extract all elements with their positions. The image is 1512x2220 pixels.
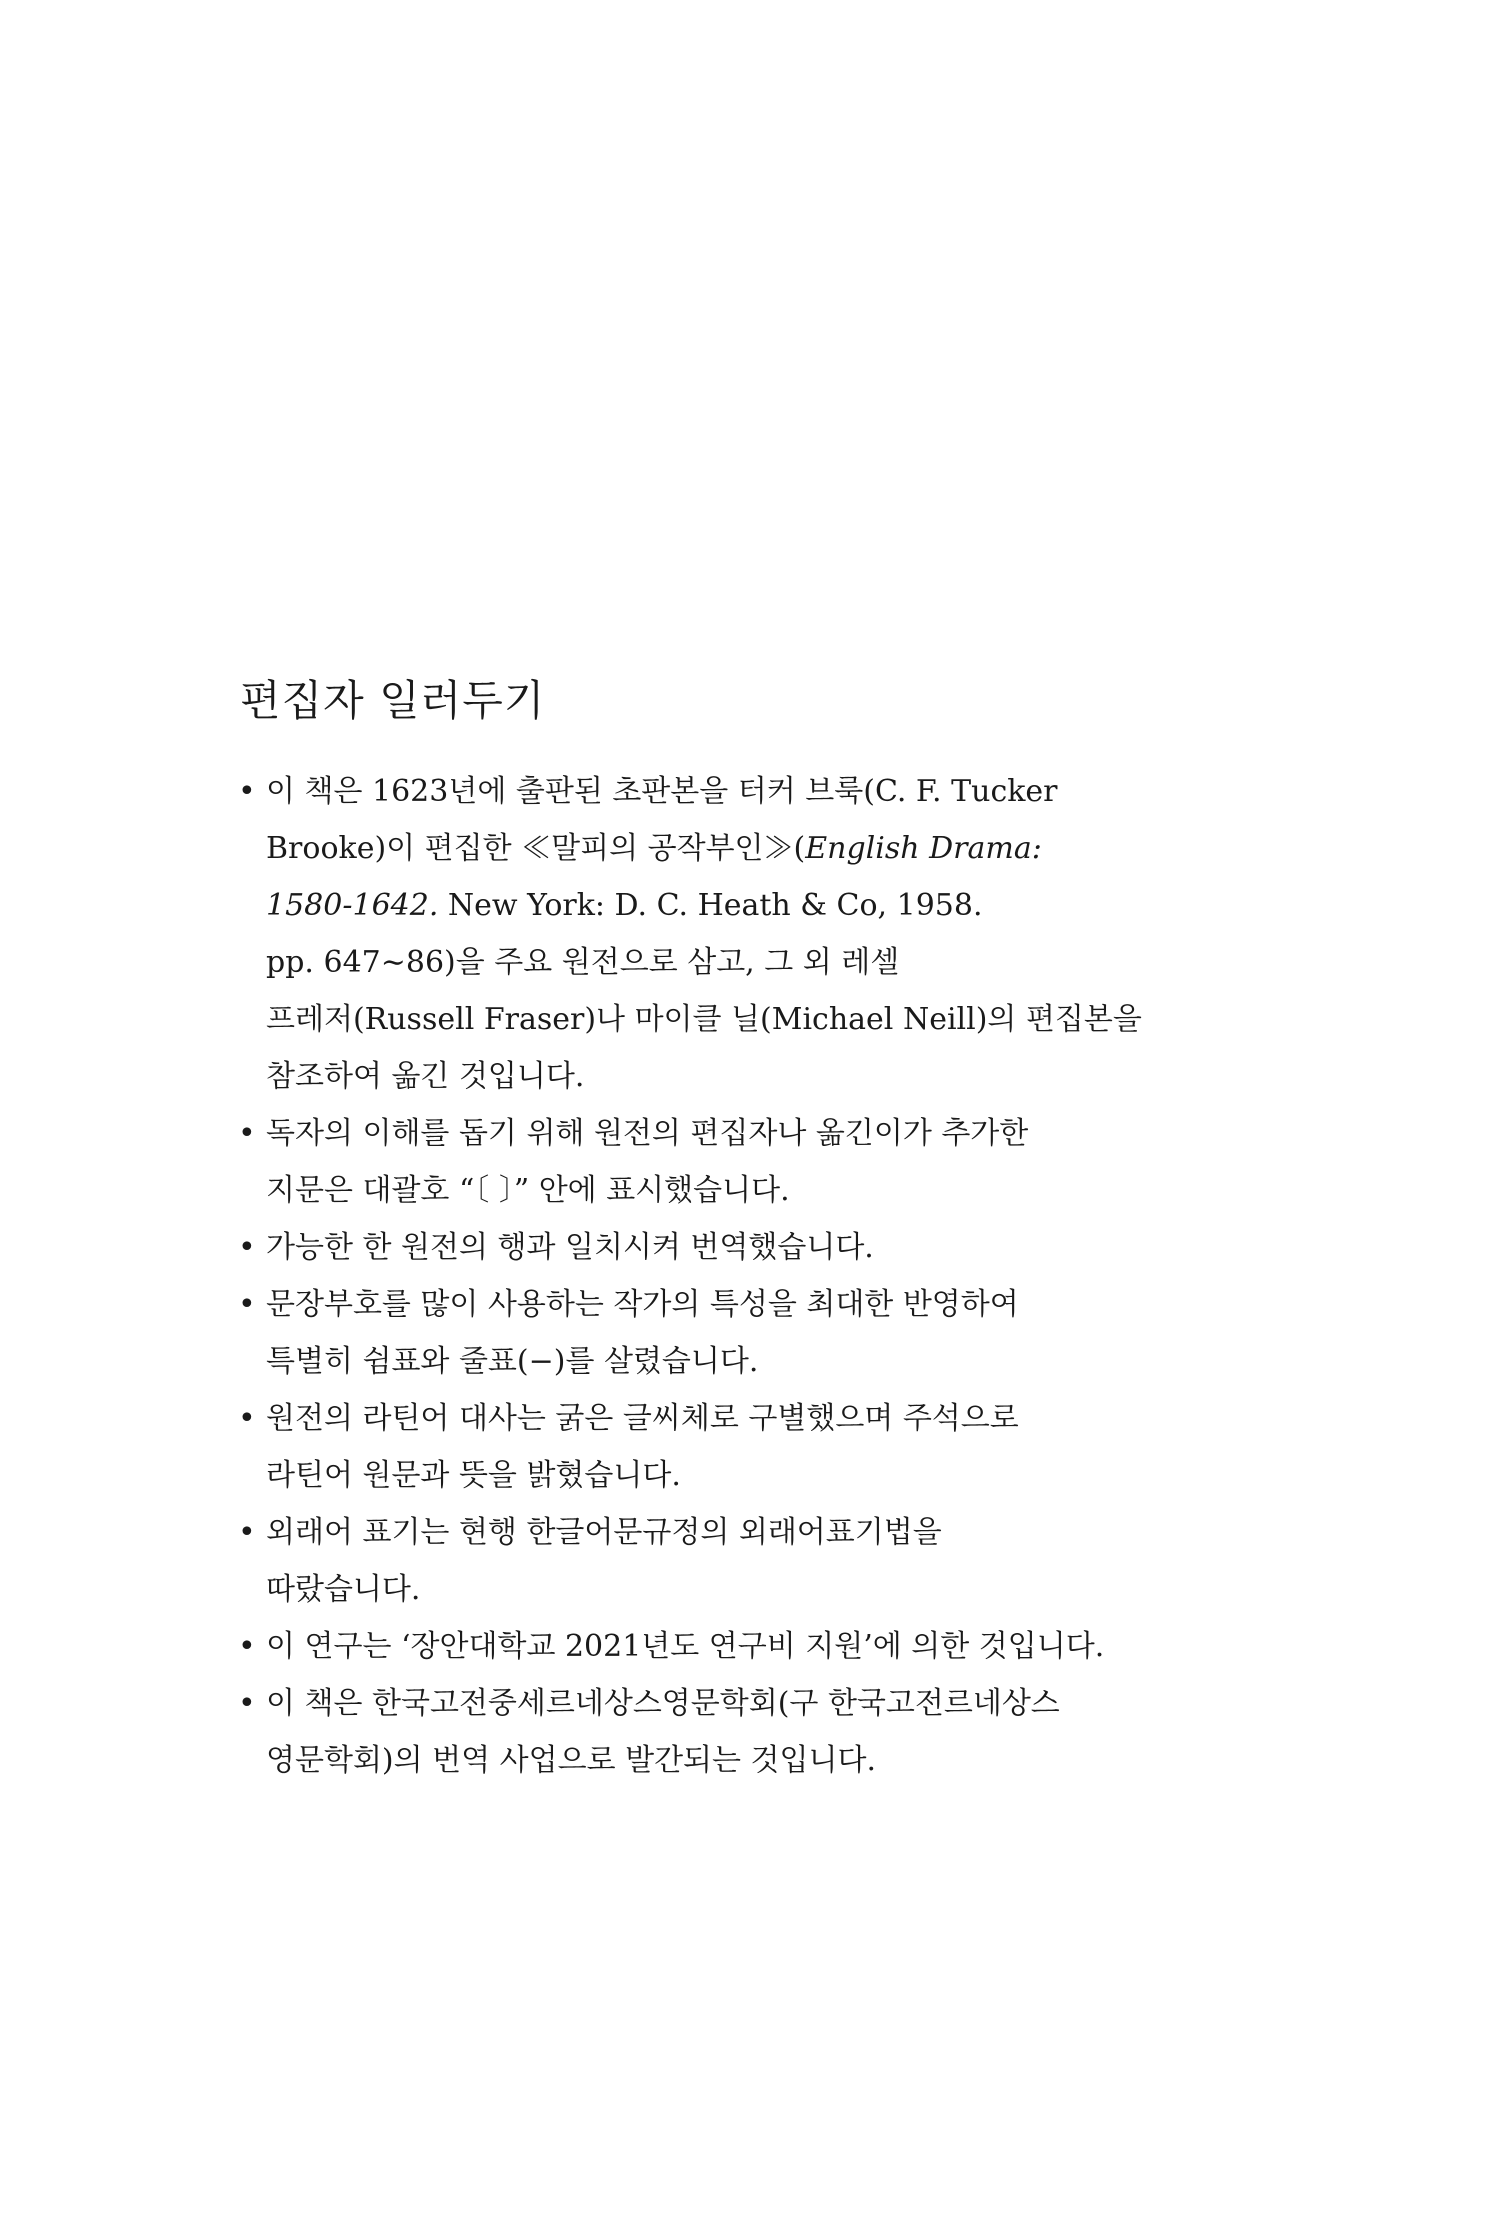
note-item: [236, 1618, 1286, 1675]
bullet-icon: •: [238, 1230, 256, 1265]
note-item: [236, 763, 1286, 1105]
bullet-icon: •: [238, 1515, 256, 1550]
note-item: [236, 1504, 1286, 1618]
note-item: [236, 1675, 1286, 1789]
note-line: Brooke)이 편집한 ≪말피의 공작부인≫(English Drama:: [266, 831, 1042, 866]
note-line: 따랐습니다.: [266, 1572, 421, 1607]
bullet-icon: •: [238, 774, 256, 809]
note-line: pp. 647∼86)을 주요 원전으로 삼고, 그 외 레셀: [266, 945, 900, 980]
note-line: 참조하여 옮긴 것입니다.: [266, 1059, 585, 1094]
bullet-icon: •: [238, 1287, 256, 1322]
editor-notes-list: [236, 763, 1286, 1789]
page-title: 편집자 일러두기: [240, 676, 546, 725]
note-line: 이 책은 1623년에 출판된 초판본을 터커 브룩(C. F. Tucker: [266, 774, 1058, 809]
note-line: 독자의 이해를 돕기 위해 원전의 편집자나 옮긴이가 추가한: [266, 1116, 1029, 1151]
note-item: [236, 1105, 1286, 1219]
note-line: 라틴어 원문과 뜻을 밝혔습니다.: [266, 1458, 681, 1493]
note-line: 1580-1642. New York: D. C. Heath & Co, 1958.: [266, 888, 983, 923]
note-line: 외래어 표기는 현행 한글어문규정의 외래어표기법을: [266, 1515, 942, 1550]
note-line: 이 책은 한국고전중세르네상스영문학회(구 한국고전르네상스: [266, 1686, 1060, 1721]
note-line: 원전의 라틴어 대사는 굵은 글씨체로 구별했으며 주석으로: [266, 1401, 1019, 1436]
note-line: 프레저(Russell Fraser)나 마이클 닐(Michael Neill)의 편집본을: [266, 1002, 1142, 1037]
bullet-icon: •: [238, 1629, 256, 1664]
bullet-icon: •: [238, 1116, 256, 1151]
bullet-icon: •: [238, 1401, 256, 1436]
note-item: [236, 1219, 1286, 1276]
note-line: 영문학회)의 번역 사업으로 발간되는 것입니다.: [266, 1743, 877, 1778]
note-line: 문장부호를 많이 사용하는 작가의 특성을 최대한 반영하여: [266, 1287, 1019, 1322]
note-line: 가능한 한 원전의 행과 일치시켜 번역했습니다.: [266, 1230, 874, 1265]
italic-title: English Drama:: [805, 831, 1042, 866]
note-item: [236, 1276, 1286, 1390]
bullet-icon: •: [238, 1686, 256, 1721]
note-item: [236, 1390, 1286, 1504]
note-line: 특별히 쉼표와 줄표(−)를 살렸습니다.: [266, 1344, 759, 1379]
note-line: 지문은 대괄호 “〔 〕” 안에 표시했습니다.: [266, 1173, 790, 1208]
note-line: 이 연구는 ‘장안대학교 2021년도 연구비 지원’에 의한 것입니다.: [266, 1629, 1105, 1664]
italic-title: 1580-1642.: [266, 888, 439, 923]
